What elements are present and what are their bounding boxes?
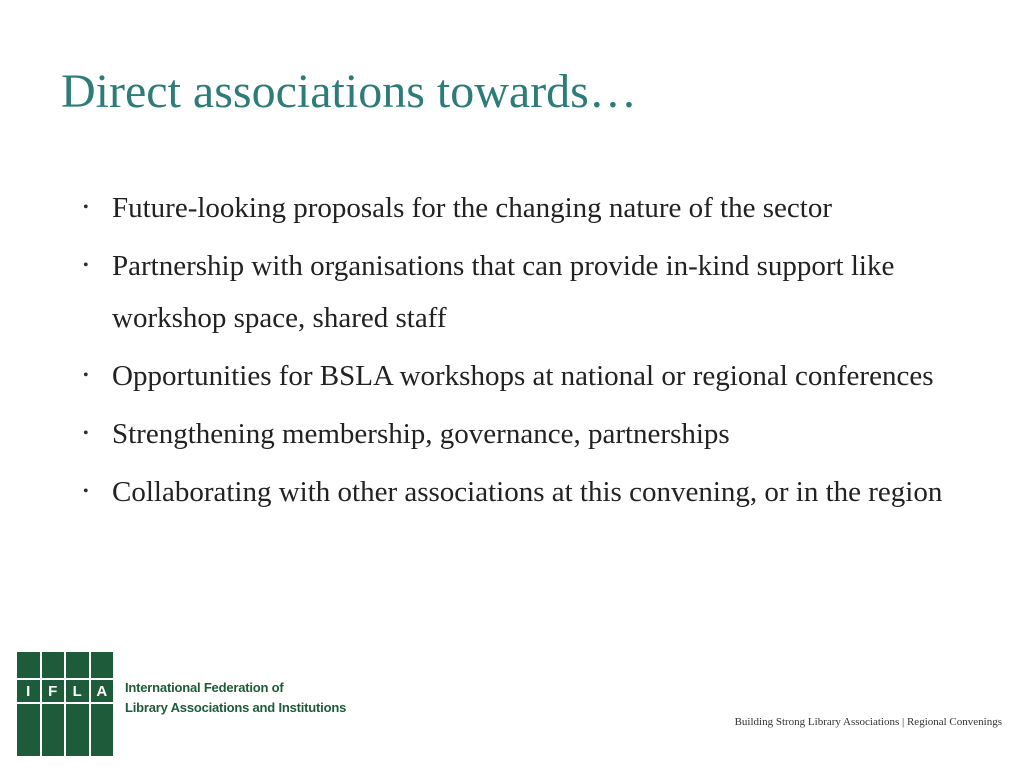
bullet-item xyxy=(80,408,960,460)
logo-block xyxy=(17,704,40,756)
bullet-text: Opportunities for BSLA workshops at national or regional conferences xyxy=(112,360,934,392)
logo-block xyxy=(66,704,89,756)
bullet-item xyxy=(80,240,960,344)
bullet-dot-icon: • xyxy=(83,257,89,274)
logo-row-bottom xyxy=(17,704,113,756)
organization-name-line-1: International Federation of xyxy=(125,680,284,695)
bullet-dot-icon: • xyxy=(83,425,89,442)
ifla-logo xyxy=(17,652,113,756)
logo-block xyxy=(42,704,65,756)
logo-block xyxy=(17,652,40,678)
logo-row-letters xyxy=(17,680,113,702)
bullet-dot-icon: • xyxy=(83,483,89,500)
bullet-dot-icon: • xyxy=(83,199,89,216)
bullet-list xyxy=(80,182,960,524)
bullet-text: Collaborating with other associations at this convening, or in the region xyxy=(112,476,943,508)
bullet-text: Strengthening membership, governance, partnerships xyxy=(112,418,730,450)
bullet-dot-icon: • xyxy=(83,367,89,384)
logo-letter: F xyxy=(42,680,65,702)
logo-letter: A xyxy=(91,680,114,702)
bullet-text: Future-looking proposals for the changing nature of the sector xyxy=(112,192,832,224)
logo-block xyxy=(42,652,65,678)
logo-block xyxy=(91,652,114,678)
logo-row-top xyxy=(17,652,113,678)
organization-name-line-2: Library Associations and Institutions xyxy=(125,700,347,715)
bullet-item xyxy=(80,182,960,234)
organization-name xyxy=(125,678,346,718)
logo-letter: L xyxy=(66,680,89,702)
slide-title: Direct associations towards… xyxy=(61,65,637,118)
logo-letter: I xyxy=(17,680,40,702)
slide-footer: Building Strong Library Associations | Regional Convenings xyxy=(734,716,1002,728)
logo-block xyxy=(66,652,89,678)
bullet-item xyxy=(80,350,960,402)
bullet-item xyxy=(80,466,960,518)
bullet-text: Partnership with organisations that can provide in-kind support like workshop space, shared staff xyxy=(112,250,895,334)
ifla-logo-grid xyxy=(17,652,113,756)
logo-block xyxy=(91,704,114,756)
